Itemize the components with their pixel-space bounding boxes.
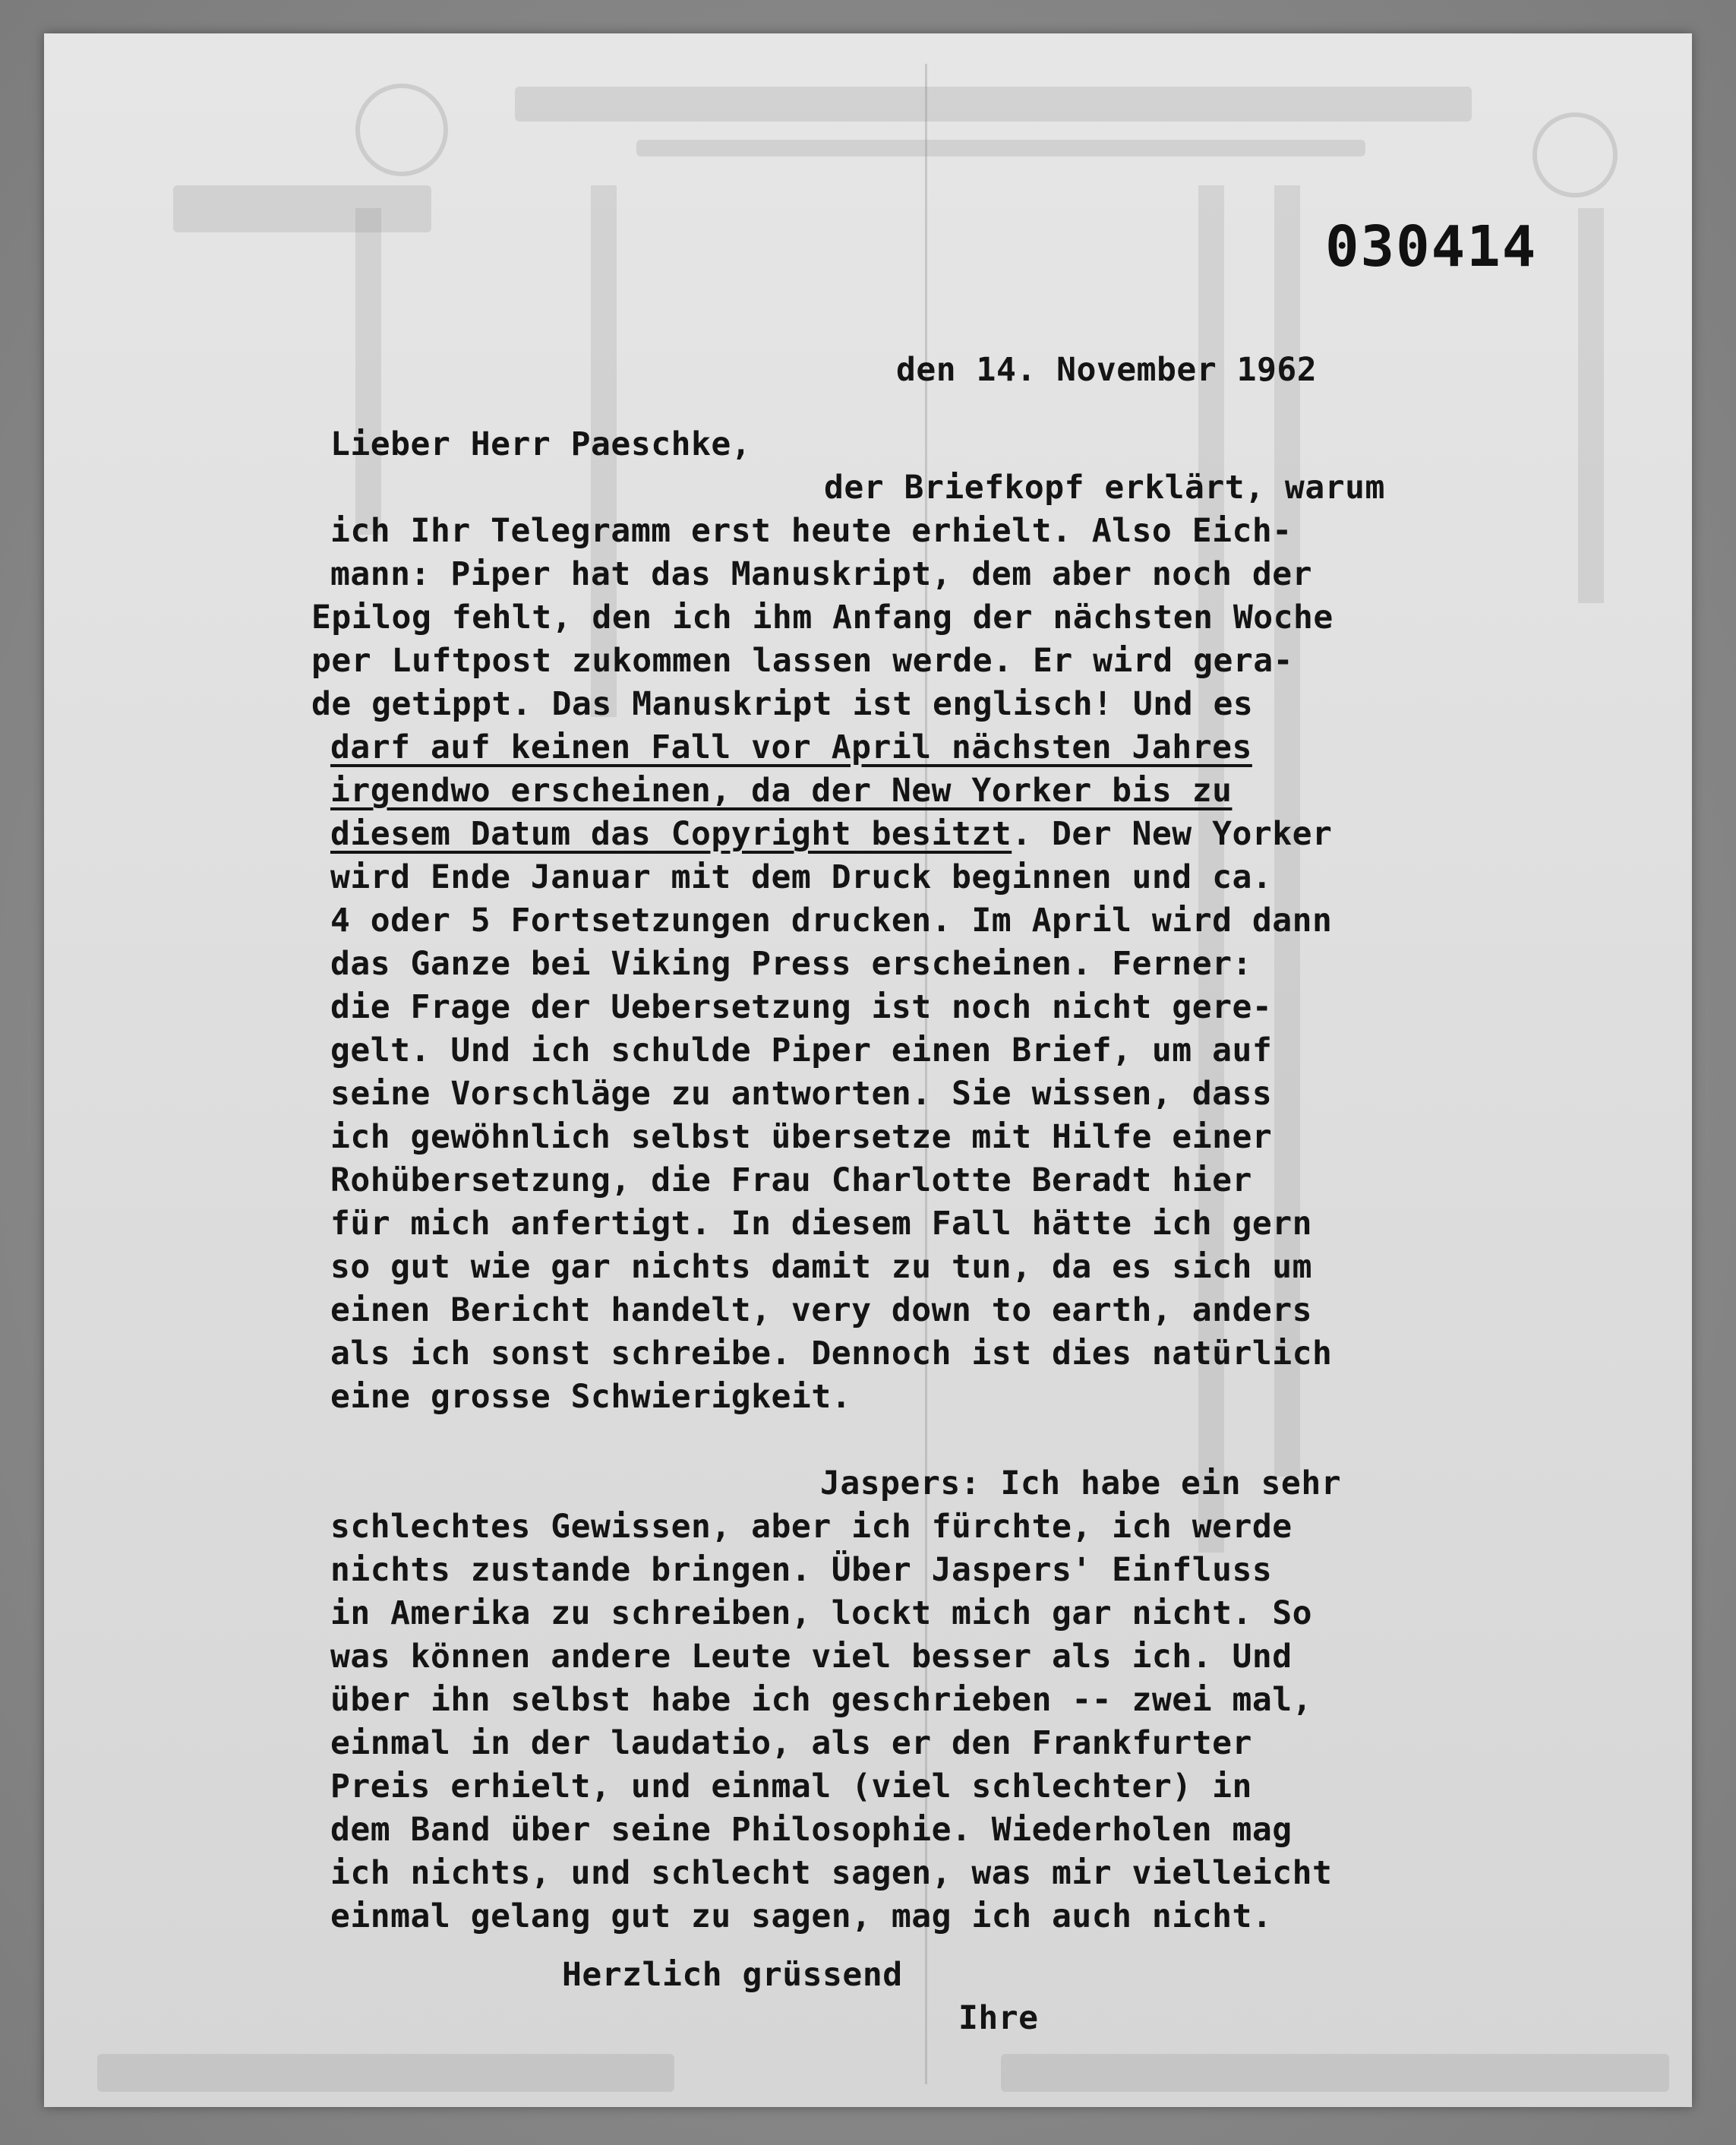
body-line: wird Ende Januar mit dem Druck beginnen und ca. <box>330 858 1273 896</box>
body-line: eine grosse Schwierigkeit. <box>330 1378 852 1416</box>
body-line: Epilog fehlt, den ich ihm Anfang der nächsten Woche <box>311 599 1334 637</box>
body-line: einen Bericht handelt, very down to earth, anders <box>330 1291 1313 1329</box>
body-line: nichts zustande bringen. Über Jaspers' Einfluss <box>330 1551 1273 1589</box>
bleed-through-footer <box>1001 2054 1669 2092</box>
body-line: die Frage der Uebersetzung ist noch nicht gere- <box>330 988 1273 1026</box>
body-line: für mich anfertigt. In diesem Fall hätte ich gern <box>330 1205 1313 1243</box>
bleed-through-column <box>355 208 381 535</box>
body-line-mixed <box>330 815 1332 853</box>
body-fragment: . Der New Yorker <box>1012 815 1333 853</box>
body-line: mann: Piper hat das Manuskript, dem aber noch der <box>330 555 1313 593</box>
underlined-line: irgendwo erscheinen, da der New Yorker bis zu <box>330 772 1233 810</box>
body-line: der Briefkopf erklärt, warum <box>824 469 1385 507</box>
body-line: schlechtes Gewissen, aber ich fürchte, ich werde <box>330 1508 1293 1546</box>
body-line: Preis erhielt, und einmal (viel schlechter) in <box>330 1767 1252 1805</box>
signoff: Ihre <box>958 1999 1039 2037</box>
underlined-line: darf auf keinen Fall vor April nächsten Jahres <box>330 728 1252 766</box>
bleed-through-letterhead <box>515 87 1472 122</box>
closing: Herzlich grüssend <box>562 1956 903 1994</box>
underlined-fragment: diesem Datum das Copyright besitzt <box>330 815 1012 853</box>
body-line: einmal in der laudatio, als er den Frankfurter <box>330 1724 1252 1762</box>
bleed-through-column <box>1578 208 1604 603</box>
body-line: was können andere Leute viel besser als ich. Und <box>330 1638 1293 1676</box>
body-line: ich gewöhnlich selbst übersetze mit Hilfe einer <box>330 1118 1273 1156</box>
body-line: in Amerika zu schreiben, lockt mich gar nicht. So <box>330 1594 1313 1632</box>
salutation: Lieber Herr Paeschke, <box>330 425 752 463</box>
body-line: das Ganze bei Viking Press erscheinen. Ferner: <box>330 945 1252 983</box>
body-line: seine Vorschläge zu antworten. Sie wissen, dass <box>330 1075 1273 1113</box>
body-line: Rohübersetzung, die Frau Charlotte Beradt hier <box>330 1161 1252 1199</box>
body-line: gelt. Und ich schulde Piper einen Brief, um auf <box>330 1031 1273 1069</box>
body-line: ich Ihr Telegramm erst heute erhielt. Also Eich- <box>330 512 1293 550</box>
body-line: per Luftpost zukommen lassen werde. Er wird gera- <box>311 642 1294 680</box>
body-line: einmal gelang gut zu sagen, mag ich auch nicht. <box>330 1897 1273 1935</box>
body-line: über ihn selbst habe ich geschrieben -- zwei mal, <box>330 1681 1313 1719</box>
body-line: dem Band über seine Philosophie. Wiederholen mag <box>330 1811 1293 1849</box>
body-line: so gut wie gar nichts damit zu tun, da es sich um <box>330 1248 1313 1286</box>
letter-date: den 14. November 1962 <box>896 351 1318 389</box>
bleed-through-logo <box>355 84 448 176</box>
body-line: ich nichts, und schlecht sagen, was mir vielleicht <box>330 1854 1333 1892</box>
document-number: 030414 <box>1325 214 1538 280</box>
bleed-through-number <box>173 185 431 232</box>
body-line: Jaspers: Ich habe ein sehr <box>820 1464 1342 1502</box>
bleed-through-footer <box>97 2054 674 2092</box>
body-line: als ich sonst schreibe. Dennoch ist dies natürlich <box>330 1335 1333 1373</box>
body-line: de getippt. Das Manuskript ist englisch! Und es <box>311 685 1254 723</box>
bleed-through-logo <box>1532 112 1618 197</box>
body-line: 4 oder 5 Fortsetzungen drucken. Im April wird dann <box>330 902 1333 940</box>
bleed-through-letterhead-sub <box>636 140 1365 156</box>
